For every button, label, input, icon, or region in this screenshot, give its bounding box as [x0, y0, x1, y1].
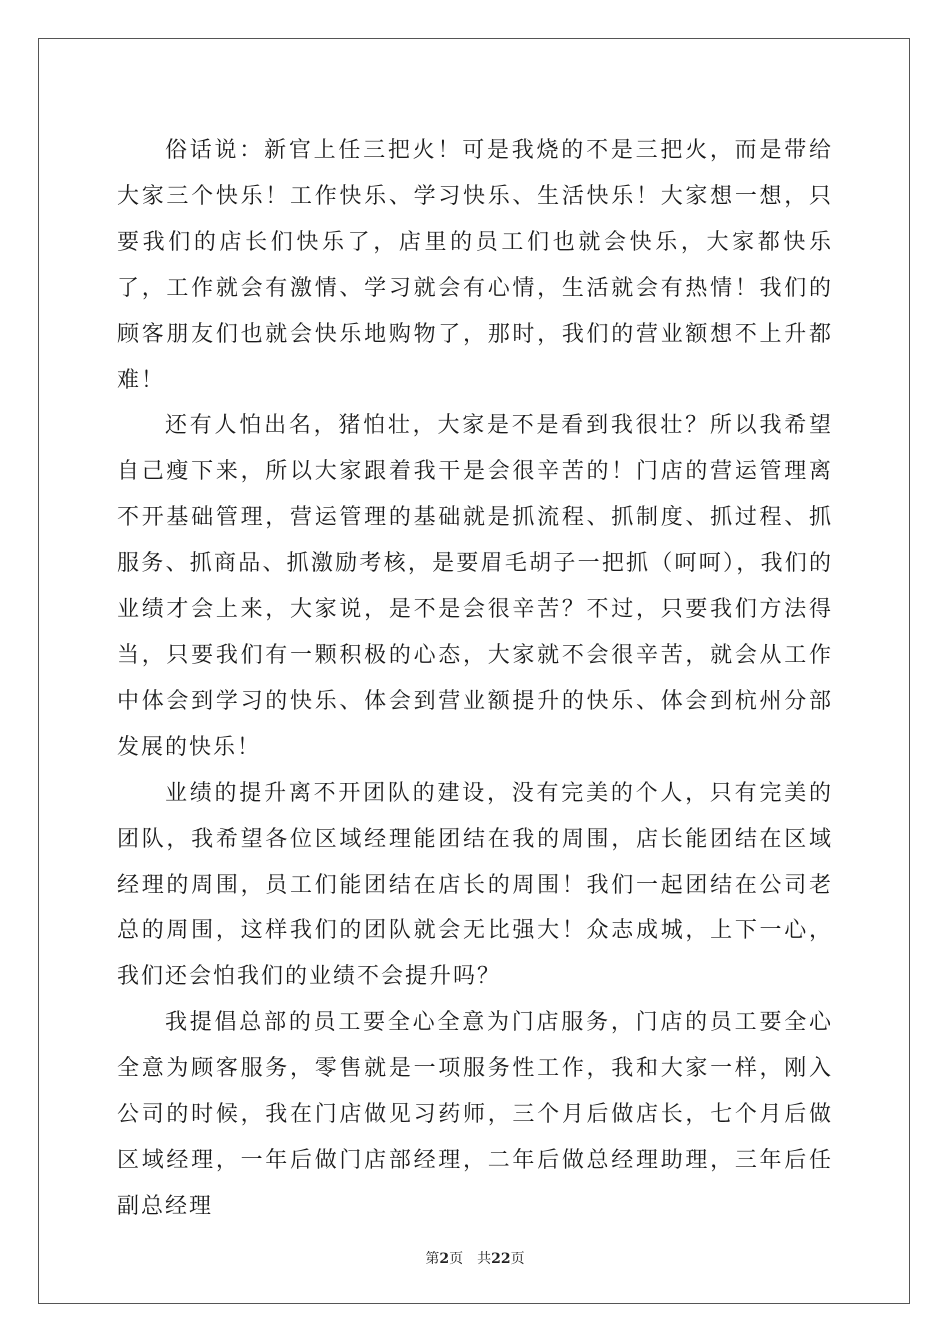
total-prefix: 共 [477, 1251, 492, 1267]
paragraph-3: 业绩的提升离不开团队的建设，没有完美的个人，只有完美的团队，我希望各位区域经理能团结在我的周围，店长能团结在区域经理的周围，员工们能团结在店长的周围！我们一起团结在公司老总的周围，这样我们的团队就会无比强大！众志成城，上下一心，我们还会怕我们的业绩不会提升吗？ [117, 780, 833, 990]
page-footer [0, 1248, 950, 1268]
page-current: 2 [439, 1251, 450, 1267]
paragraph-4: 我提倡总部的员工要全心全意为门店服务，门店的员工要全心全意为顾客服务，零售就是一项服务性工作，我和大家一样，刚入公司的时候，我在门店做见习药师，三个月后做店长，七个月后做区域经理，一年后做门店部经理，二年后做总经理助理，三年后任副总经理 [117, 1010, 833, 1219]
page-prefix: 第 [425, 1251, 440, 1267]
page-total: 22 [491, 1251, 511, 1267]
paragraph-1: 俗话说：新官上任三把火！可是我烧的不是三把火，而是带给大家三个快乐！工作快乐、学习快乐、生活快乐！大家想一想，只要我们的店长们快乐了，店里的员工们也就会快乐，大家都快乐了，工作就会有激情、学习就会有心情，生活就会有热情！我们的顾客朋友们也就会快乐地购物了，那时，我们的营业额想不上升都难！ [117, 138, 833, 393]
document-body [117, 128, 833, 1230]
paragraph-2: 还有人怕出名，猪怕壮，大家是不是看到我很壮？所以我希望自己瘦下来，所以大家跟着我干是会很辛苦的！门店的营运管理离不开基础管理，营运管理的基础就是抓流程、抓制度、抓过程、抓服务、抓商品、抓激励考核，是要眉毛胡子一把抓（呵呵），我们的业绩才会上来，大家说，是不是会很辛苦？不过，只要我们方法得当，只要我们有一颗积极的心态，大家就不会很辛苦，就会从工作中体会到学习的快乐、体会到营业额提升的快乐、体会到杭州分部发展的快乐！ [117, 413, 833, 760]
total-suffix: 页 [510, 1251, 525, 1267]
page-suffix: 页 [449, 1251, 464, 1267]
